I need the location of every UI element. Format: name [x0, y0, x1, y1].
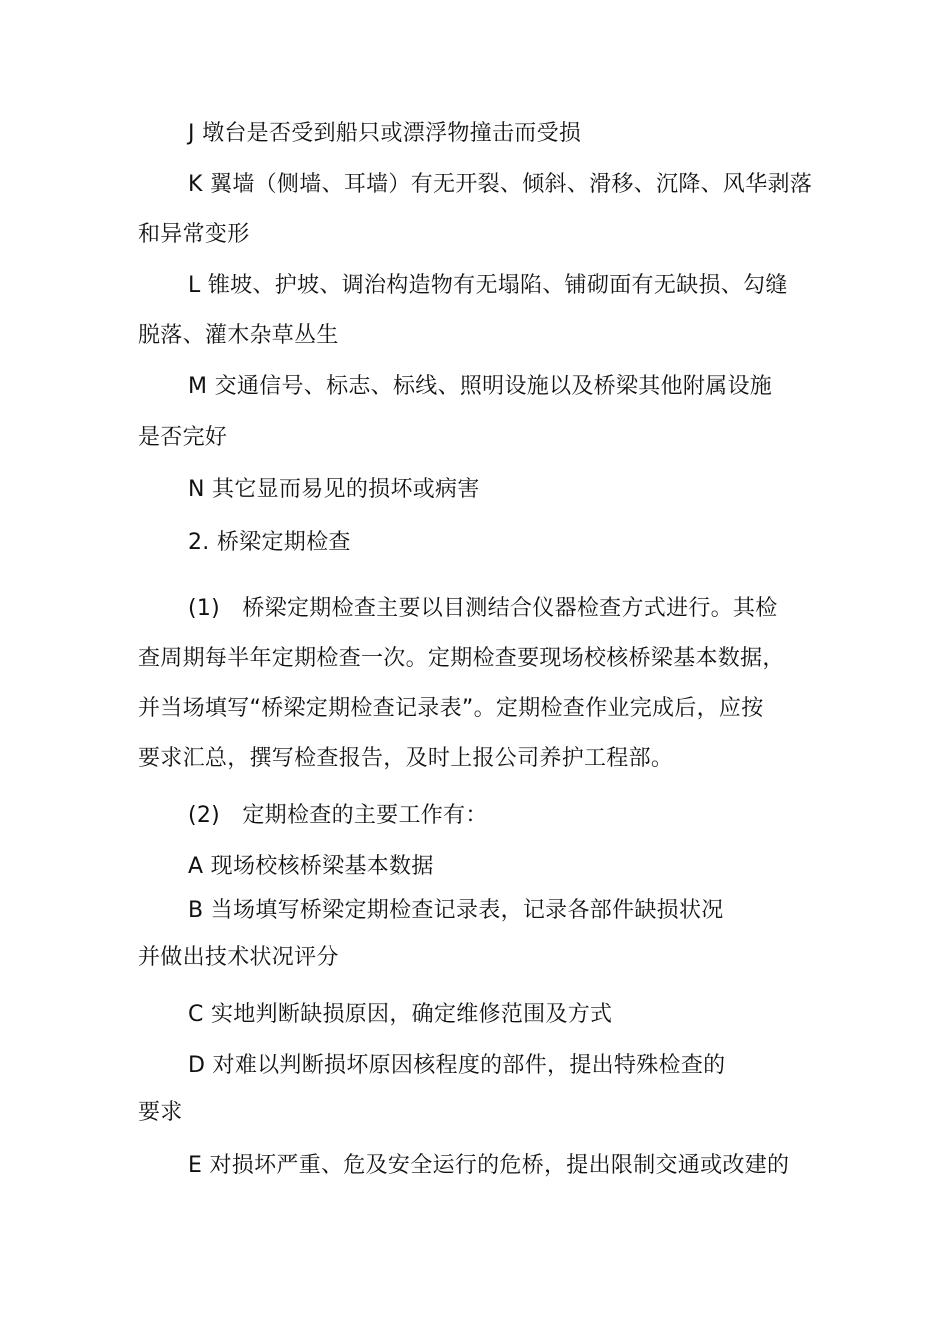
item-b-cont: 并做出技术状况评分 — [138, 945, 339, 970]
item-l-cont: 脱落、灌木杂草丛生 — [138, 323, 339, 348]
item-k-cont: 和异常变形 — [138, 222, 250, 247]
paragraph-1-line-3: 并当场填写“桥梁定期检查记录表”。定期检查作业完成后，应按 — [138, 696, 764, 721]
paragraph-1-line-4: 要求汇总，撰写检查报告，及时上报公司养护工程部。 — [138, 746, 674, 771]
item-m-cont: 是否完好 — [138, 425, 228, 450]
item-c: C 实地判断缺损原因，确定维修范围及方式 — [188, 1002, 613, 1027]
item-m: M 交通信号、标志、标线、照明设施以及桥梁其他附属设施 — [188, 374, 773, 399]
section-heading: 2. 桥梁定期检查 — [188, 530, 351, 555]
paragraph-1-line-1: (1) 桥梁定期检查主要以目测结合仪器检查方式进行。其检 — [188, 596, 778, 621]
item-n: N 其它显而易见的损坏或病害 — [188, 477, 480, 502]
paragraph-1-line-2: 查周期每半年定期检查一次。定期检查要现场校核桥梁基本数据， — [138, 646, 785, 671]
item-a: A 现场校核桥梁基本数据 — [188, 854, 434, 879]
item-d: D 对难以判断损坏原因核程度的部件，提出特殊检查的 — [188, 1053, 726, 1078]
paragraph-2: (2) 定期检查的主要工作有： — [188, 803, 488, 828]
item-d-cont: 要求 — [138, 1100, 183, 1125]
item-j: J 墩台是否受到船只或漂浮物撞击而受损 — [188, 121, 582, 146]
item-l: L 锥坡、护坡、调治构造物有无塌陷、铺砌面有无缺损、勾缝 — [188, 273, 788, 298]
item-k: K 翼墙（侧墙、耳墙）有无开裂、倾斜、滑移、沉降、风华剥落 — [188, 172, 813, 197]
item-b: B 当场填写桥梁定期检查记录表，记录各部件缺损状况 — [188, 898, 724, 923]
item-e: E 对损坏严重、危及安全运行的危桥，提出限制交通或改建的 — [188, 1153, 790, 1178]
